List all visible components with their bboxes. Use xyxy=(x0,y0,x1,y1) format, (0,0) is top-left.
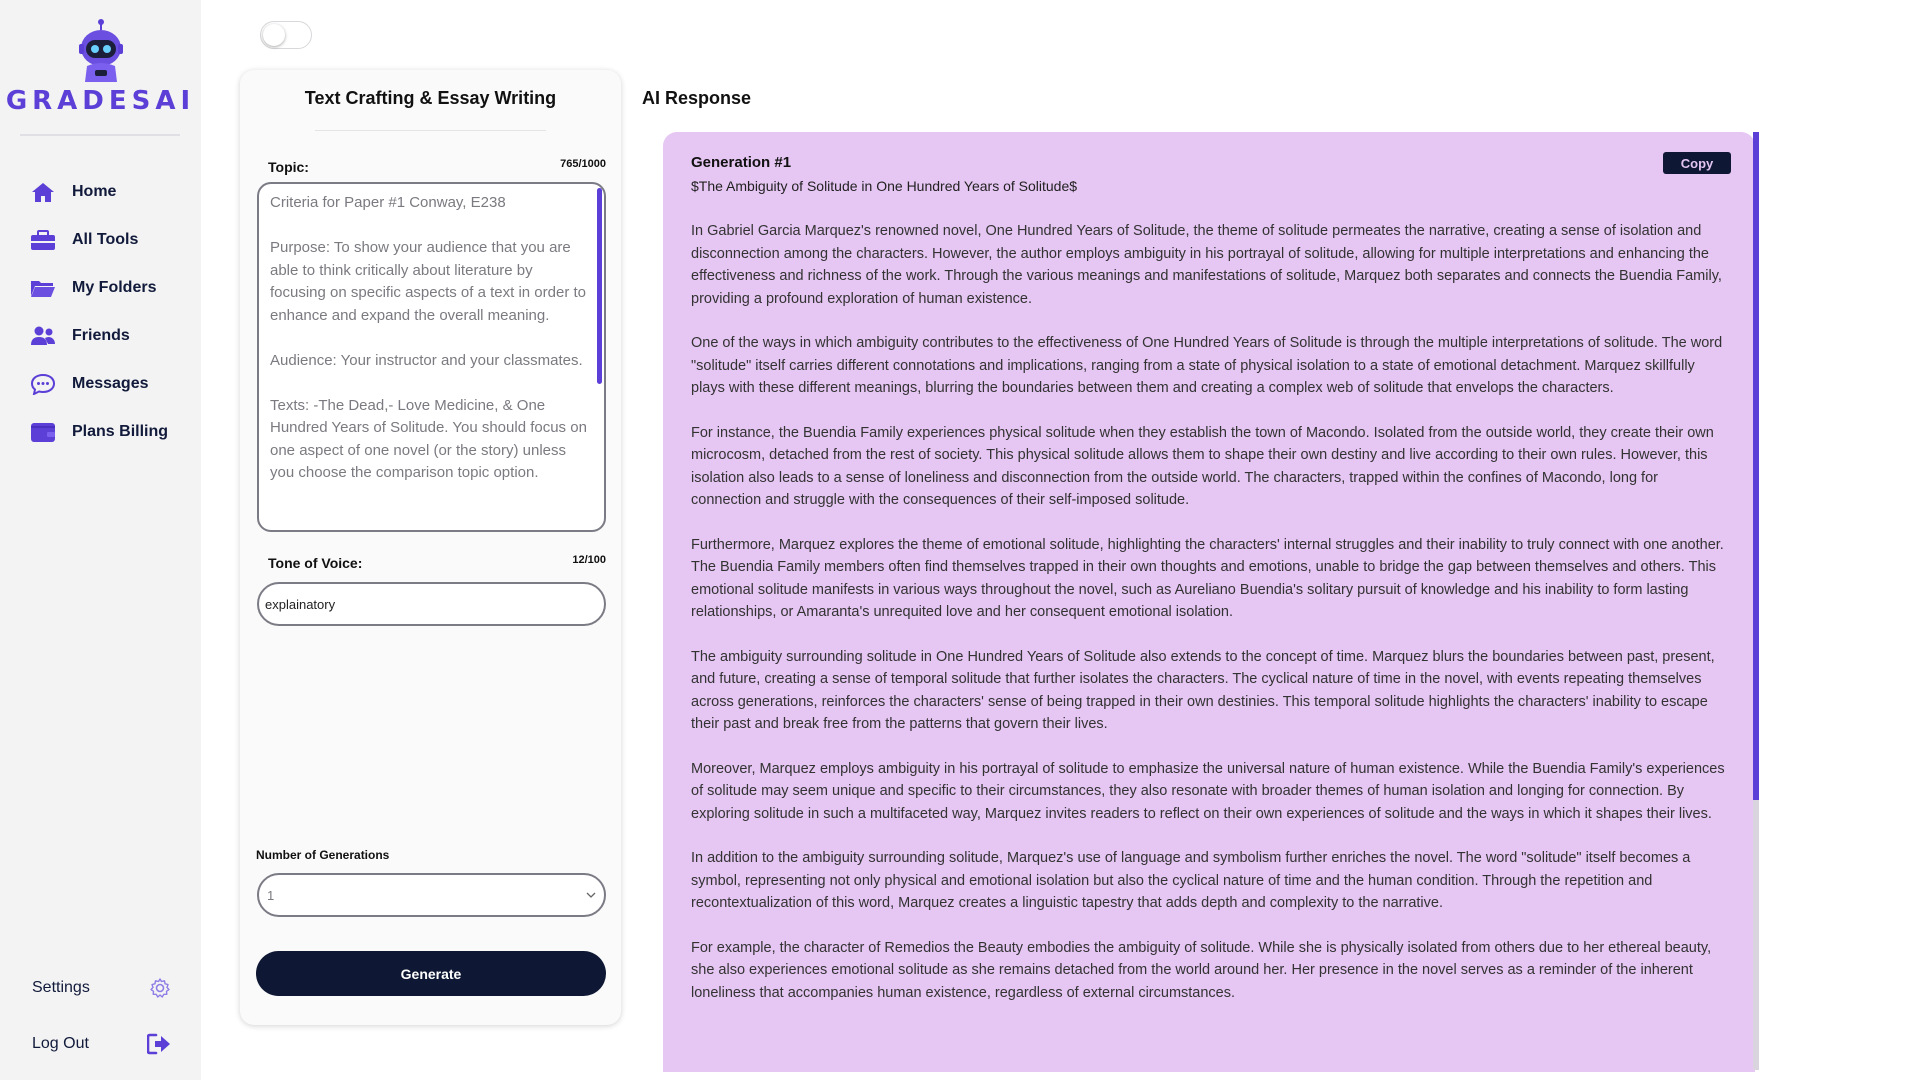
tone-char-count: 12/100 xyxy=(572,554,606,566)
logout-icon xyxy=(147,1033,171,1055)
response-paragraph: For example, the character of Remedios the Beauty embodies the ambiguity of solitude. While she is physically isolated from others due to her ethereal beauty, she also experiences emotional solitude as she remains detached from the world around her. Her presence in the novel serves as a reminder of the inherent loneliness that accompanies human existence, regardless of external circumstances. xyxy=(691,939,1712,1001)
sidebar-bottom xyxy=(0,960,201,1072)
sidebar-item-label: My Folders xyxy=(72,279,157,296)
response-paragraph: In addition to the ambiguity surrounding solitude, Marquez's use of language and symbolism further enriches the novel. The word "solitude" itself becomes a symbol, representing not only physical and emotional isolation but also the cyclical nature of time and the human condition. Through the repetition and recontextualization of this word, Marquez creates a linguistic tapestry that adds depth and complexity to the narrative. xyxy=(691,850,1691,911)
sidebar xyxy=(0,0,201,1080)
wallet-icon xyxy=(30,421,56,443)
response-paragraph: One of the ways in which ambiguity contributes to the effectiveness of One Hundred Years of Solitude is through the multiple interpretations of solitude. The word "solitude" itself carries different connotations and implications, ranging from a state of physical isolation to a state of emotional detachment. Marquez skillfully plays with these different meanings, blurring the boundaries between them and creating a complex web of solitude that envelops the characters. xyxy=(691,335,1723,396)
tone-input[interactable] xyxy=(257,582,606,626)
gear-icon xyxy=(149,977,171,999)
panel-title: Text Crafting & Essay Writing xyxy=(304,88,557,108)
logout-link[interactable] xyxy=(0,1016,201,1072)
copy-button[interactable]: Copy xyxy=(1663,152,1731,174)
sidebar-item-label: All Tools xyxy=(72,231,139,248)
topic-text: Criteria for Paper #1 Conway, E238 Purpose: To show your audience that you are able to think critically about literature by focusing on specific aspects of a text in order to enhance and expand the overall meaning. Audience: Your instructor and your classmates. Texts: -The Dead,- Love Medicine, & One Hundred Years of Solitude. You should focus on one aspect of one novel (or the story) unless you choose the comparison topic option. xyxy=(270,194,587,481)
topic-char-count: 765/1000 xyxy=(560,158,606,170)
chevron-down-icon xyxy=(586,891,596,899)
theme-toggle[interactable] xyxy=(260,21,312,49)
settings-label: Settings xyxy=(32,979,90,996)
form-panel xyxy=(240,70,621,1025)
tone-label: Tone of Voice: xyxy=(268,555,363,571)
generation-title: Generation #1 xyxy=(691,154,792,171)
topic-textarea[interactable] xyxy=(257,182,606,532)
response-paragraph: The ambiguity surrounding solitude in One Hundred Years of Solitude also extends to the concept of time. Marquez blurs the boundaries between past, present, and future, creating a sense of temporal solitude that further isolates the characters. The cyclical nature of time in the novel, with events repeating themselves across generations, reinforces the characters' sense of being trapped in their own destinies. This temporal solitude highlights the characters' inability to escape their past and break free from the patterns that govern their lives. xyxy=(691,648,1715,732)
sidebar-item-my-folders[interactable] xyxy=(0,264,201,312)
chat-icon xyxy=(30,373,56,395)
home-icon xyxy=(30,181,56,203)
topic-label: Topic: xyxy=(268,159,309,175)
logo-text: GRADESAI xyxy=(5,86,196,116)
generations-label: Number of Generations xyxy=(256,848,390,862)
friends-icon xyxy=(30,325,56,347)
sidebar-item-messages[interactable] xyxy=(0,360,201,408)
sidebar-item-home[interactable] xyxy=(0,168,201,216)
sidebar-item-label: Home xyxy=(72,183,117,200)
generations-value: 1 xyxy=(267,887,275,903)
sidebar-nav xyxy=(0,168,201,456)
generate-button[interactable]: Generate xyxy=(256,951,606,996)
robot-logo-icon xyxy=(73,18,129,84)
sidebar-item-label: Plans Billing xyxy=(72,423,169,440)
sidebar-item-label: Messages xyxy=(72,375,149,392)
response-body xyxy=(691,220,1731,1026)
logo-divider xyxy=(20,134,180,136)
generations-select[interactable] xyxy=(257,873,606,917)
logout-label: Log Out xyxy=(32,1035,89,1052)
response-paragraph: In Gabriel Garcia Marquez's renowned novel, One Hundred Years of Solitude, the theme of solitude permeates the narrative, creating a sense of isolation and disconnection among the characters. However, the author employs ambiguity in his portrayal of solitude, allowing for multiple interpretations and enhancing the effectiveness and richness of the work. Through the various meanings and manifestations of solitude, Marquez both separates and connects the Buendia Family, providing a profound exploration of human existence. xyxy=(691,223,1722,307)
response-scrollbar[interactable] xyxy=(1753,132,1759,1070)
response-card xyxy=(663,132,1755,1072)
response-paragraph: For instance, the Buendia Family experiences physical solitude when they establish the town of Macondo. Isolated from the outside world, they create their own microcosm, detached from the rest of society. This physical solitude allows them to shape their own destiny and live according to their own rules. However, this isolation also leads to a sense of loneliness and disconnection from the outside world. The characters, trapped within the confines of Macondo, long for connection and struggle with the consequences of their self-imposed solitude. xyxy=(691,424,1714,508)
response-scrollbar-thumb[interactable] xyxy=(1753,132,1759,800)
folder-icon xyxy=(30,277,56,299)
panel-divider xyxy=(315,130,546,131)
settings-link[interactable] xyxy=(0,960,201,1016)
generation-subtitle: $The Ambiguity of Solitude in One Hundred Years of Solitude$ xyxy=(691,178,1078,194)
topic-scrollbar[interactable] xyxy=(597,188,602,384)
toggle-knob xyxy=(263,24,285,46)
response-paragraph: Moreover, Marquez employs ambiguity in his portrayal of solitude to emphasize the universal nature of human existence. While the Buendia Family's experiences of solitude may seem unique and specific to their circumstances, they also resonate with broader themes of human isolation and longing for connection. By exploring solitude in such a multifaceted way, Marquez invites readers to reflect on their own experiences of solitude and the ways in which it shapes their lives. xyxy=(691,760,1725,822)
response-paragraph: Furthermore, Marquez explores the theme of emotional solitude, highlighting the characters' internal struggles and their inability to truly connect with one another. The Buendia Family members often find themselves trapped in their own thoughts and emotions, unable to bridge the gap between themselves and others. This emotional solitude manifests in various ways throughout the novel, such as Aureliano Buendia's solitary pursuit of knowledge and his inability to form lasting relationships, or Amaranta's unrequited love and her consequent emotional isolation. xyxy=(691,536,1724,620)
sidebar-item-all-tools[interactable] xyxy=(0,216,201,264)
logo[interactable] xyxy=(0,18,201,116)
sidebar-item-friends[interactable] xyxy=(0,312,201,360)
sidebar-item-label: Friends xyxy=(72,327,130,344)
sidebar-item-plans-billing[interactable] xyxy=(0,408,201,456)
toolbox-icon xyxy=(30,229,56,251)
response-heading: AI Response xyxy=(642,88,752,108)
